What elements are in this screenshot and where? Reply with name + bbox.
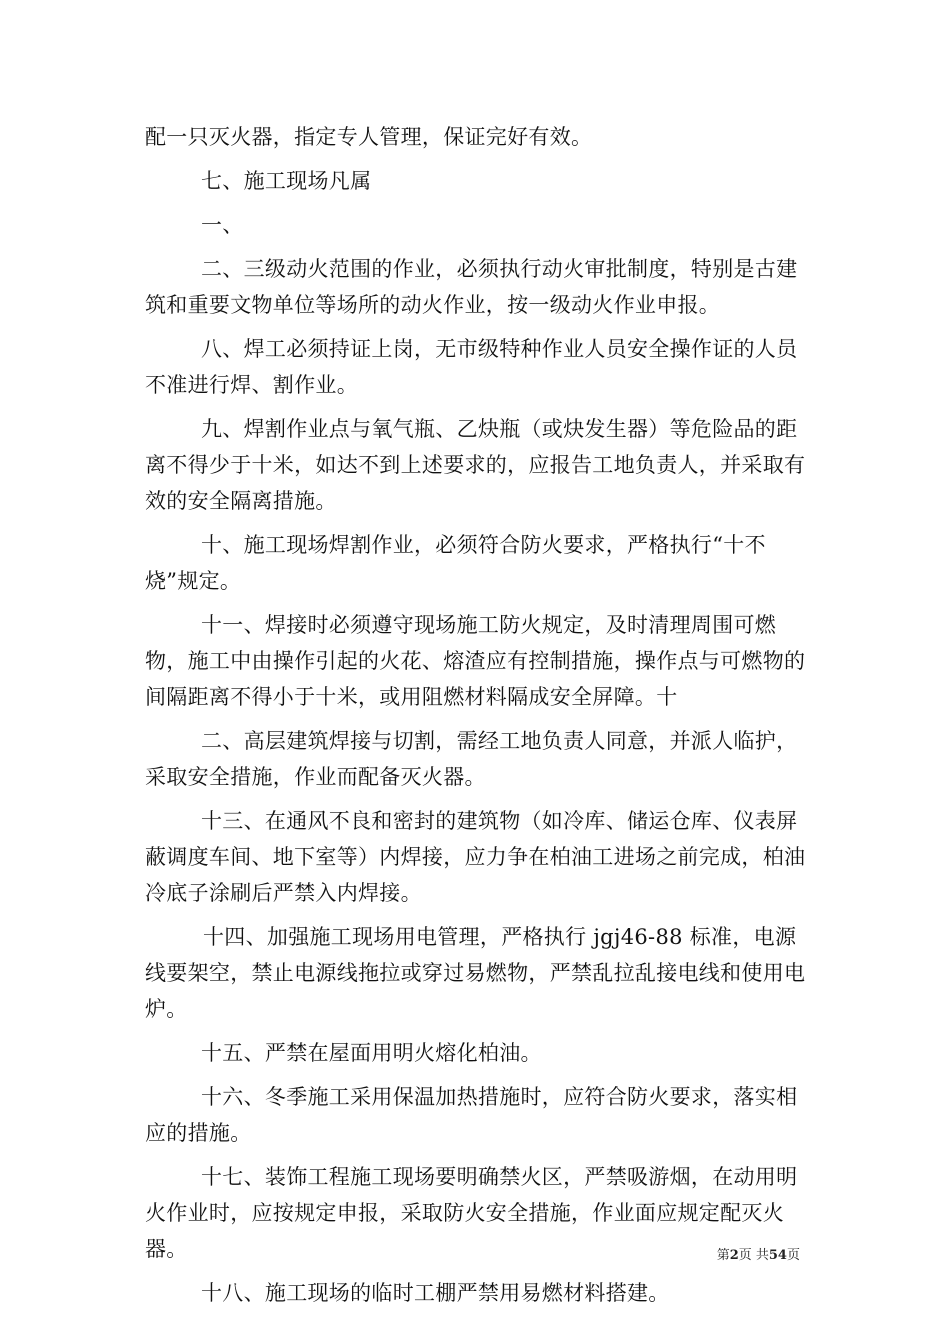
paragraph-14: 十七、装饰工程施工现场要明确禁火区，严禁吸游烟，在动用明火作业时，应按规定申报，采取防火安全措施，作业面应规定配灭火器。: [145, 1165, 798, 1261]
paragraph-1: 配一只灭火器，指定专人管理，保证完好有效。: [145, 125, 593, 149]
page-footer: [0, 1244, 800, 1263]
paragraph-10: 十三、在通风不良和密封的建筑物（如冷库、储运仓库、仪表屏蔽调度车间、地下室等）内焊接，应力争在柏油工进场之前完成，柏油冷底子涂刷后严禁入内焊接。: [145, 809, 806, 905]
paragraph-6: 九、焊割作业点与氧气瓶、乙炔瓶（或炔发生器）等危险品的距离不得少于十米，如达不到上述要求的，应报告工地负责人，并采取有效的安全隔离措施。: [145, 417, 806, 513]
footer-middle: 页 共: [738, 1248, 769, 1263]
footer-suffix: 页: [786, 1248, 800, 1263]
paragraph-12: 十五、严禁在屋面用明火熔化柏油。: [201, 1041, 542, 1065]
paragraph-8: 十一、焊接时必须遵守现场施工防火规定，及时清理周围可燃物，施工中由操作引起的火花、熔渣应有控制措施，操作点与可燃物的间隔距离不得小于十米，或用阻燃材料隔成安全屏障。十: [145, 613, 806, 709]
paragraph-5: 八、焊工必须持证上岗，无市级特种作业人员安全操作证的人员不准进行焊、割作业。: [145, 337, 798, 397]
paragraph-9: 二、高层建筑焊接与切割，需经工地负责人同意，并派人临护，采取安全措施，作业而配备灭火器。: [145, 729, 798, 789]
document-body: [145, 119, 815, 1319]
paragraph-11: 十四、加强施工现场用电管理，严格执行 jgj46-88 标准，电源线要架空，禁止电源线拖拉或穿过易燃物，严禁乱拉乱接电线和使用电炉。: [145, 925, 806, 1021]
footer-page-number: 2: [729, 1248, 739, 1263]
paragraph-3: 一、: [201, 213, 244, 237]
footer-total-pages: 54: [768, 1248, 787, 1263]
paragraph-2: 七、施工现场凡属: [201, 169, 372, 193]
paragraph-7: 十、施工现场焊割作业，必须符合防火要求，严格执行“十不烧”规定。: [145, 533, 766, 593]
paragraph-4: 二、三级动火范围的作业，必须执行动火审批制度，特别是古建筑和重要文物单位等场所的动火作业，按一级动火作业申报。: [145, 257, 798, 317]
paragraph-15: 十八、施工现场的临时工棚严禁用易燃材料搭建。: [201, 1281, 670, 1305]
footer-prefix: 第: [716, 1248, 730, 1263]
paragraph-13: 十六、冬季施工采用保温加热措施时，应符合防火要求，落实相应的措施。: [145, 1085, 798, 1145]
